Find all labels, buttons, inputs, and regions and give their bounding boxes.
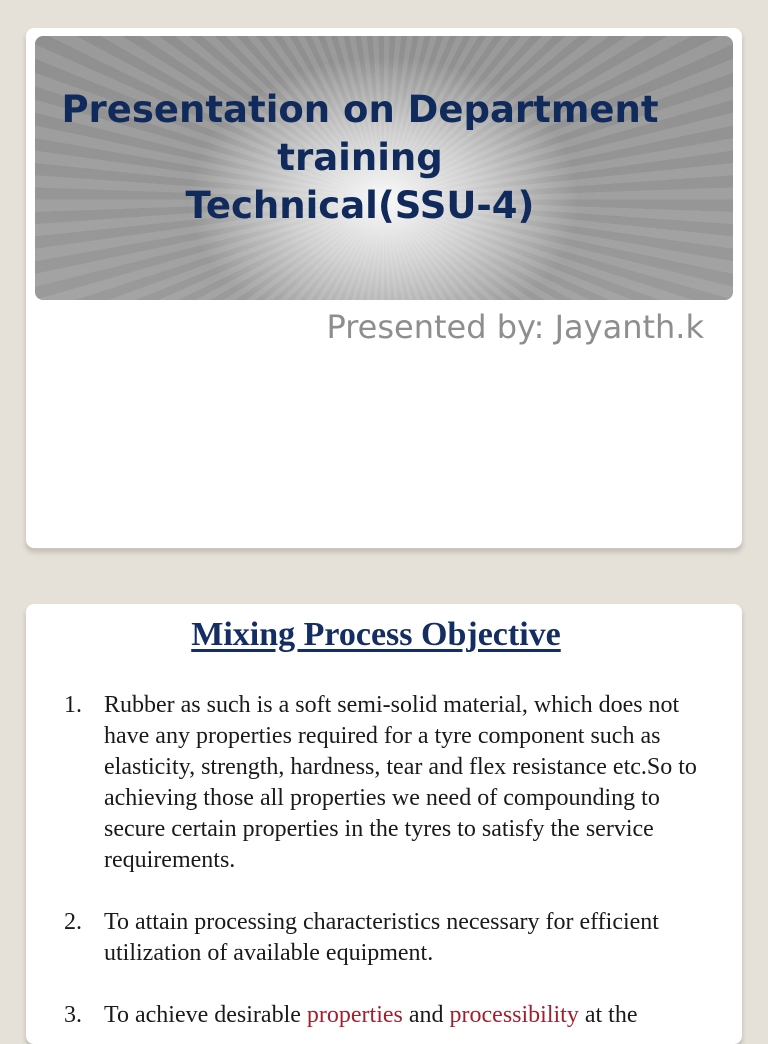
title-slide [26, 28, 742, 548]
title-line: Technical(SSU-4) [185, 184, 535, 227]
presenter-credit: Presented by: Jayanth.k [326, 308, 704, 346]
title-line: Presentation on Department [61, 88, 659, 131]
presentation-title [35, 86, 685, 230]
objective-slide [26, 604, 742, 1044]
list-text: To achieve desirable [104, 1002, 307, 1028]
list-number: 1. [64, 692, 82, 718]
list-text: Rubber as such is a soft semi-solid material, which does not have any properties required for a tyre component such as elasticity, strength, hardness, tear and flex resistance etc.So to achieving those all properties we need of compounding to secure certain properties in the tyres to satisfy the service requirements. [104, 692, 697, 873]
slide-title: Mixing Process Objective [191, 616, 561, 653]
objective-list [64, 690, 704, 1044]
highlight-text: processibility [449, 1002, 579, 1028]
list-text: To attain processing characteristics necessary for efficient utilization of available equipment. [104, 909, 659, 966]
list-number: 3. [64, 1002, 82, 1028]
list-item [64, 1000, 704, 1031]
list-item [64, 907, 704, 969]
highlight-text: properties [306, 1002, 403, 1028]
list-number: 2. [64, 909, 82, 935]
title-banner [35, 36, 733, 300]
list-text: at the [578, 1002, 638, 1028]
list-text: and [402, 1002, 450, 1028]
list-item [64, 690, 704, 876]
title-line: training [277, 136, 443, 179]
